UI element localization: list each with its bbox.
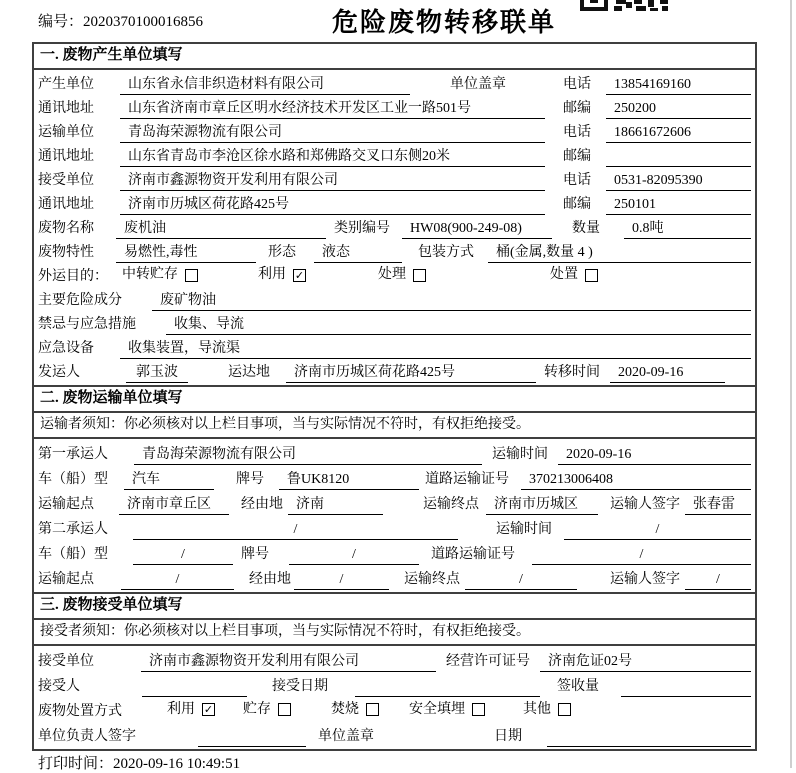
treat-label: 处理 xyxy=(378,267,406,282)
field-label: 车（船）型 xyxy=(38,547,108,562)
disposal-landfill-label: 安全填埋 xyxy=(409,701,465,717)
section-title: 一. 废物产生单位填写 xyxy=(34,44,755,70)
transfer-storage-label: 中转贮存 xyxy=(122,267,178,282)
receiver-unit-row xyxy=(38,167,751,191)
section-title: 三. 废物接受单位填写 xyxy=(34,594,755,620)
serial-number xyxy=(38,10,203,31)
destination-value: 济南市历城区荷花路425号 xyxy=(286,363,536,383)
receiver-zip-value: 250101 xyxy=(606,195,751,215)
route-row-1 xyxy=(38,490,751,515)
field-label: 禁忌与应急措施 xyxy=(38,317,136,332)
field-label: 牌号 xyxy=(236,472,264,487)
field-label: 产生单位 xyxy=(38,77,94,92)
dispose-label: 处置 xyxy=(550,267,578,282)
disposal-other-label: 其他 xyxy=(523,701,551,717)
treat-checkbox xyxy=(413,269,426,282)
print-time xyxy=(38,752,240,773)
waste-characteristics-value: 易燃性,毒性 xyxy=(116,243,256,263)
transporter-zip-value xyxy=(606,147,751,167)
field-label: 形态 xyxy=(268,245,296,260)
field-label: 运输时间 xyxy=(496,522,552,537)
unit-seal-label: 单位盖章 xyxy=(318,729,374,744)
field-label: 电话 xyxy=(563,173,591,188)
second-carrier-row xyxy=(38,515,751,540)
field-label: 废物处置方式 xyxy=(38,704,122,719)
disposal-other-checkbox xyxy=(558,703,571,716)
page-title: 危险废物转移联单 xyxy=(332,8,557,37)
vehicle-row-2 xyxy=(38,540,751,565)
via-1-value: 济南 xyxy=(288,495,383,515)
field-label: 经营许可证号 xyxy=(446,654,530,669)
disposal-incinerate-checkbox xyxy=(366,703,379,716)
utilize-checkbox: ✓ xyxy=(294,268,305,282)
consignor-value: 郭玉波 xyxy=(126,363,188,383)
field-label: 第二承运人 xyxy=(38,522,108,537)
field-label: 经由地 xyxy=(241,497,283,512)
serial-value: 2020370100016856 xyxy=(83,14,204,30)
packaging-value: 桶(金属,数量 4 ) xyxy=(488,243,751,263)
manifest-form xyxy=(32,42,757,751)
via-2-value: / xyxy=(294,570,389,590)
main-hazard-row xyxy=(38,287,751,311)
disposal-utilize-label: 利用 xyxy=(167,701,195,717)
first-carrier-row xyxy=(38,440,751,465)
producer-phone-value: 13854169160 xyxy=(606,75,751,95)
road-permit-1-value: 370213006408 xyxy=(521,470,751,490)
responsible-signature-value xyxy=(198,727,306,747)
utilize-label: 利用 xyxy=(258,267,286,282)
receiver-name-value: 济南市鑫源物资开发利用有限公司 xyxy=(120,171,545,191)
transporter-address-value: 山东省青岛市李沧区徐水路和郑佛路交叉口东侧20米 xyxy=(120,147,545,167)
producer-zip-value: 250200 xyxy=(606,99,751,119)
disposal-storage-label: 贮存 xyxy=(243,701,271,717)
receiver-notice: 接受者须知：你必须核对以上栏目事项，当与实际情况不符时，有权拒绝接受。 xyxy=(34,620,755,646)
field-label: 邮编 xyxy=(563,197,591,212)
transport-date-2-value: / xyxy=(564,520,751,540)
section-transporter-rows xyxy=(34,439,755,592)
field-label: 数量 xyxy=(572,221,600,236)
receiver-address-row xyxy=(38,191,751,215)
print-time-value: 2020-09-16 10:49:51 xyxy=(113,756,241,772)
field-label: 通讯地址 xyxy=(38,149,94,164)
road-permit-2-value: / xyxy=(532,545,751,565)
taboo-emergency-measures-value: 收集、导流 xyxy=(166,315,751,335)
emergency-equipment-row xyxy=(38,335,751,359)
field-label: 外运目的： xyxy=(38,269,108,284)
field-label: 日期 xyxy=(494,729,522,744)
transfer-storage-checkbox xyxy=(185,269,198,282)
field-label: 主要危险成分 xyxy=(38,293,122,308)
field-label: 废物名称 xyxy=(38,221,94,236)
carrier-signature-1-value: 张春雷 xyxy=(685,495,751,515)
taboo-measures-row xyxy=(38,311,751,335)
producer-unit-row xyxy=(38,71,751,95)
license-number-value: 济南危证02号 xyxy=(540,652,751,672)
section-receiver xyxy=(34,592,755,749)
field-label: 运达地 xyxy=(228,365,270,380)
waste-form-value: 液态 xyxy=(314,243,402,263)
receive-date-value xyxy=(355,677,540,697)
quantity-value: 0.8吨 xyxy=(624,219,751,239)
origin-2-value: / xyxy=(121,570,234,590)
field-label: 转移时间 xyxy=(544,365,600,380)
section-producer xyxy=(34,44,755,385)
origin-1-value: 济南市章丘区 xyxy=(119,495,229,515)
received-quantity-value xyxy=(621,677,751,697)
field-label: 运输起点 xyxy=(38,497,94,512)
unit-seal-label: 单位盖章 xyxy=(450,77,506,92)
field-label: 发运人 xyxy=(38,365,80,380)
producer-address-row xyxy=(38,95,751,119)
print-time-label: 打印时间： xyxy=(38,756,114,772)
field-label: 接受日期 xyxy=(272,679,328,694)
waste-name-value: 废机油 xyxy=(116,219,326,239)
receiver-person-value xyxy=(142,677,247,697)
waste-characteristics-row xyxy=(38,239,751,263)
field-label: 道路运输证号 xyxy=(425,472,509,487)
page-edge-line xyxy=(790,0,792,768)
consignor-row xyxy=(38,359,751,383)
signature-row xyxy=(38,722,751,747)
field-label: 道路运输证号 xyxy=(431,547,515,562)
main-hazardous-component-value: 废矿物油 xyxy=(152,291,751,311)
field-label: 牌号 xyxy=(241,547,269,562)
transporter-phone-value: 18661672606 xyxy=(606,123,751,143)
field-label: 运输终点 xyxy=(423,497,479,512)
route-row-2 xyxy=(38,565,751,590)
section-receiver-rows xyxy=(34,646,755,749)
field-label: 经由地 xyxy=(249,572,291,587)
field-label: 通讯地址 xyxy=(38,101,94,116)
vehicle-type-1-value: 汽车 xyxy=(124,470,214,490)
terminus-1-value: 济南市历城区 xyxy=(486,495,598,515)
field-label: 签收量 xyxy=(557,679,599,694)
disposal-method-row xyxy=(38,697,751,722)
field-label: 运输人签字 xyxy=(610,497,680,512)
disposal-landfill-checkbox xyxy=(472,703,485,716)
field-label: 单位负责人签字 xyxy=(38,729,136,744)
field-label: 废物特性 xyxy=(38,245,94,260)
plate-number-1-value: 鲁UK8120 xyxy=(279,470,419,490)
transporter-unit-row xyxy=(38,119,751,143)
transporter-name-value: 青岛海荣源物流有限公司 xyxy=(120,123,545,143)
category-code-value: HW08(900-249-08) xyxy=(402,219,552,239)
field-label: 通讯地址 xyxy=(38,197,94,212)
sign-date-value xyxy=(547,727,751,747)
first-carrier-value: 青岛海荣源物流有限公司 xyxy=(134,445,482,465)
transporter-notice: 运输者须知：你必须核对以上栏目事项，当与实际情况不符时，有权拒绝接受。 xyxy=(34,413,755,439)
disposal-incinerate-label: 焚烧 xyxy=(331,701,359,717)
waste-name-row xyxy=(38,215,751,239)
emergency-equipment-value: 收集装置，导流渠 xyxy=(120,339,751,359)
field-label: 运输单位 xyxy=(38,125,94,140)
field-label: 运输人签字 xyxy=(610,572,680,587)
transfer-purpose-row xyxy=(38,263,751,287)
transfer-date-value: 2020-09-16 xyxy=(610,363,725,383)
serial-label: 编号： xyxy=(38,14,84,30)
receiving-unit-value: 济南市鑫源物资开发利用有限公司 xyxy=(141,652,436,672)
second-carrier-value: / xyxy=(133,520,458,540)
field-label: 第一承运人 xyxy=(38,447,108,462)
field-label: 电话 xyxy=(563,125,591,140)
receiving-unit-row xyxy=(38,647,751,672)
field-label: 车（船）型 xyxy=(38,472,108,487)
plate-number-2-value: / xyxy=(289,545,419,565)
field-label: 接受人 xyxy=(38,679,80,694)
field-label: 电话 xyxy=(563,77,591,92)
field-label: 包装方式 xyxy=(418,245,474,260)
receiver-address-value: 济南市历城区荷花路425号 xyxy=(120,195,545,215)
field-label: 接受单位 xyxy=(38,173,94,188)
carrier-signature-2-value: / xyxy=(685,570,751,590)
disposal-storage-checkbox xyxy=(278,703,291,716)
field-label: 接受单位 xyxy=(38,654,94,669)
field-label: 类别编号 xyxy=(334,221,390,236)
dispose-checkbox xyxy=(585,269,598,282)
vehicle-type-2-value: / xyxy=(133,545,233,565)
field-label: 运输时间 xyxy=(492,447,548,462)
producer-address-value: 山东省济南市章丘区明水经济技术开发区工业一路501号 xyxy=(120,99,545,119)
producer-name-value: 山东省永信非织造材料有限公司 xyxy=(120,75,410,95)
receiver-phone-value: 0531-82095390 xyxy=(606,171,751,191)
vehicle-row-1 xyxy=(38,465,751,490)
field-label: 运输起点 xyxy=(38,572,94,587)
section-producer-rows xyxy=(34,70,755,385)
transport-date-1-value: 2020-09-16 xyxy=(558,445,751,465)
field-label: 邮编 xyxy=(563,101,591,116)
disposal-utilize-checkbox: ✓ xyxy=(203,703,214,716)
section-transporter xyxy=(34,385,755,592)
receive-info-row xyxy=(38,672,751,697)
terminus-2-value: / xyxy=(465,570,577,590)
qr-code-fragment xyxy=(580,0,668,11)
transporter-address-row xyxy=(38,143,751,167)
field-label: 应急设备 xyxy=(38,341,94,356)
section-title: 二. 废物运输单位填写 xyxy=(34,387,755,413)
field-label: 运输终点 xyxy=(404,572,460,587)
field-label: 邮编 xyxy=(563,149,591,164)
